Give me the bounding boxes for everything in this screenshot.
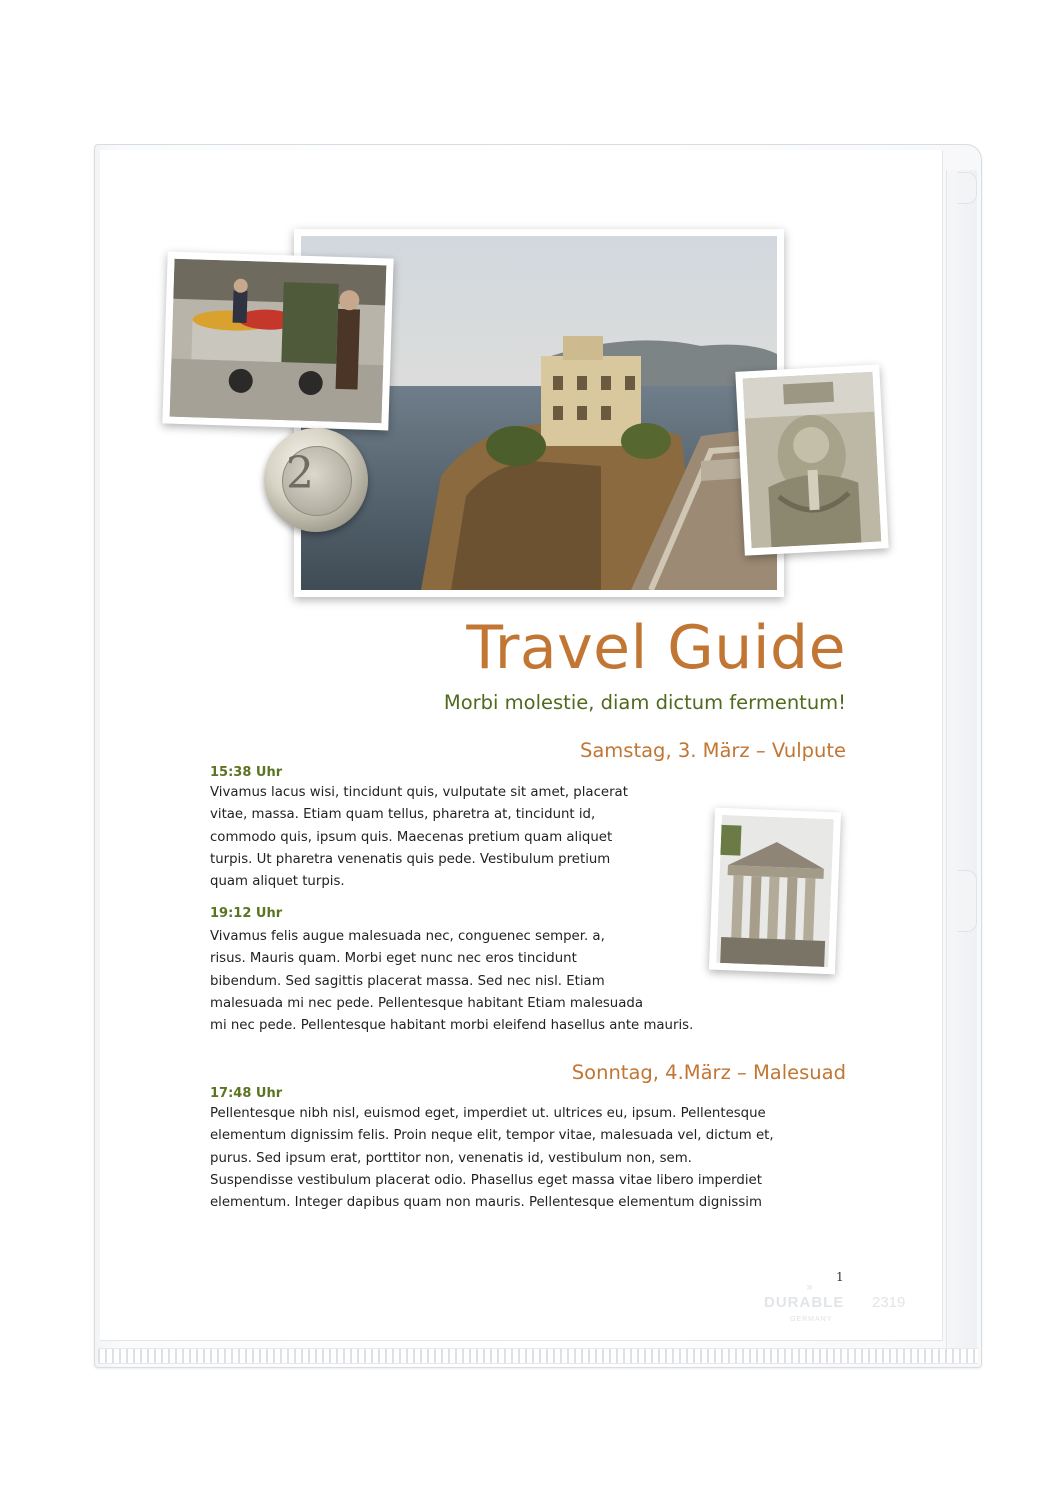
euro-coin-image: 2 bbox=[264, 428, 368, 532]
sleeve-top-notch bbox=[958, 172, 977, 204]
brand-logo-text: DURABLE bbox=[764, 1294, 845, 1311]
section-heading-saturday: Samstag, 3. März – Vulpute bbox=[579, 739, 846, 762]
entry-body bbox=[210, 782, 628, 893]
photo-roman-temple bbox=[709, 808, 841, 975]
entry-time: 19:12 Uhr bbox=[210, 906, 283, 921]
body-line: elementum dignissim felis. Proin neque elit, tempor vitae, malesuada vel, dictum et, bbox=[210, 1128, 774, 1144]
sleeve-side-notch bbox=[958, 870, 977, 932]
body-line: mi nec pede. Pellentesque habitant morbi eleifend hasellus ante mauris. bbox=[210, 1018, 694, 1034]
brand-origin: GERMANY bbox=[790, 1316, 833, 1323]
body-line: vitae, massa. Etiam quam tellus, pharetra at, tincidunt id, bbox=[210, 807, 596, 823]
page-title: Travel Guide bbox=[466, 613, 846, 683]
brand-arrow-icon: » bbox=[806, 1280, 814, 1294]
photo-fountain-sculpture bbox=[735, 364, 888, 555]
body-line: elementum. Integer dapibus quam non mauris. Pellentesque elementum dignissim bbox=[210, 1195, 762, 1211]
section-heading-sunday: Sonntag, 4.März – Malesuad bbox=[571, 1061, 846, 1084]
body-line: risus. Mauris quam. Morbi eget nunc nec eros tincidunt bbox=[210, 951, 577, 967]
body-line: purus. Sed ipsum erat, porttitor non, venenatis id, vestibulum non, sem. bbox=[210, 1150, 692, 1166]
body-line: bibendum. Sed sagittis placerat massa. Sed nec nisl. Etiam bbox=[210, 973, 605, 989]
body-line: commodo quis, ipsum quis. Maecenas pretium quam aliquet bbox=[210, 829, 613, 845]
body-line: quam aliquet turpis. bbox=[210, 874, 345, 890]
photo-fruit-vendor bbox=[162, 251, 393, 430]
page-number: 1 bbox=[836, 1270, 844, 1284]
entry-time: 17:48 Uhr bbox=[210, 1086, 283, 1101]
body-line: Suspendisse vestibulum placerat odio. Phasellus eget massa vitae libero imperdiet bbox=[210, 1172, 762, 1188]
page-subtitle: Morbi molestie, diam dictum fermentum! bbox=[443, 691, 846, 714]
body-line: turpis. Ut pharetra venenatis quis pede. Vestibulum pretium bbox=[210, 851, 611, 867]
entry-body bbox=[210, 1103, 774, 1214]
product-code: 2319 bbox=[872, 1294, 906, 1311]
entry-time: 15:38 Uhr bbox=[210, 765, 283, 780]
body-line: Vivamus lacus wisi, tincidunt quis, vulputate sit amet, placerat bbox=[210, 785, 628, 800]
sleeve-bottom-perforation bbox=[98, 1348, 978, 1364]
sleeve-side-edge bbox=[946, 170, 977, 1350]
entry-body bbox=[210, 926, 693, 1037]
body-line: Vivamus felis augue malesuada nec, conguenec semper. a, bbox=[210, 929, 605, 944]
body-line: malesuada mi nec pede. Pellentesque habitant Etiam malesuada bbox=[210, 995, 643, 1011]
body-line: Pellentesque nibh nisl, euismod eget, imperdiet ut. ultrices eu, ipsum. Pellentesque bbox=[210, 1106, 766, 1121]
